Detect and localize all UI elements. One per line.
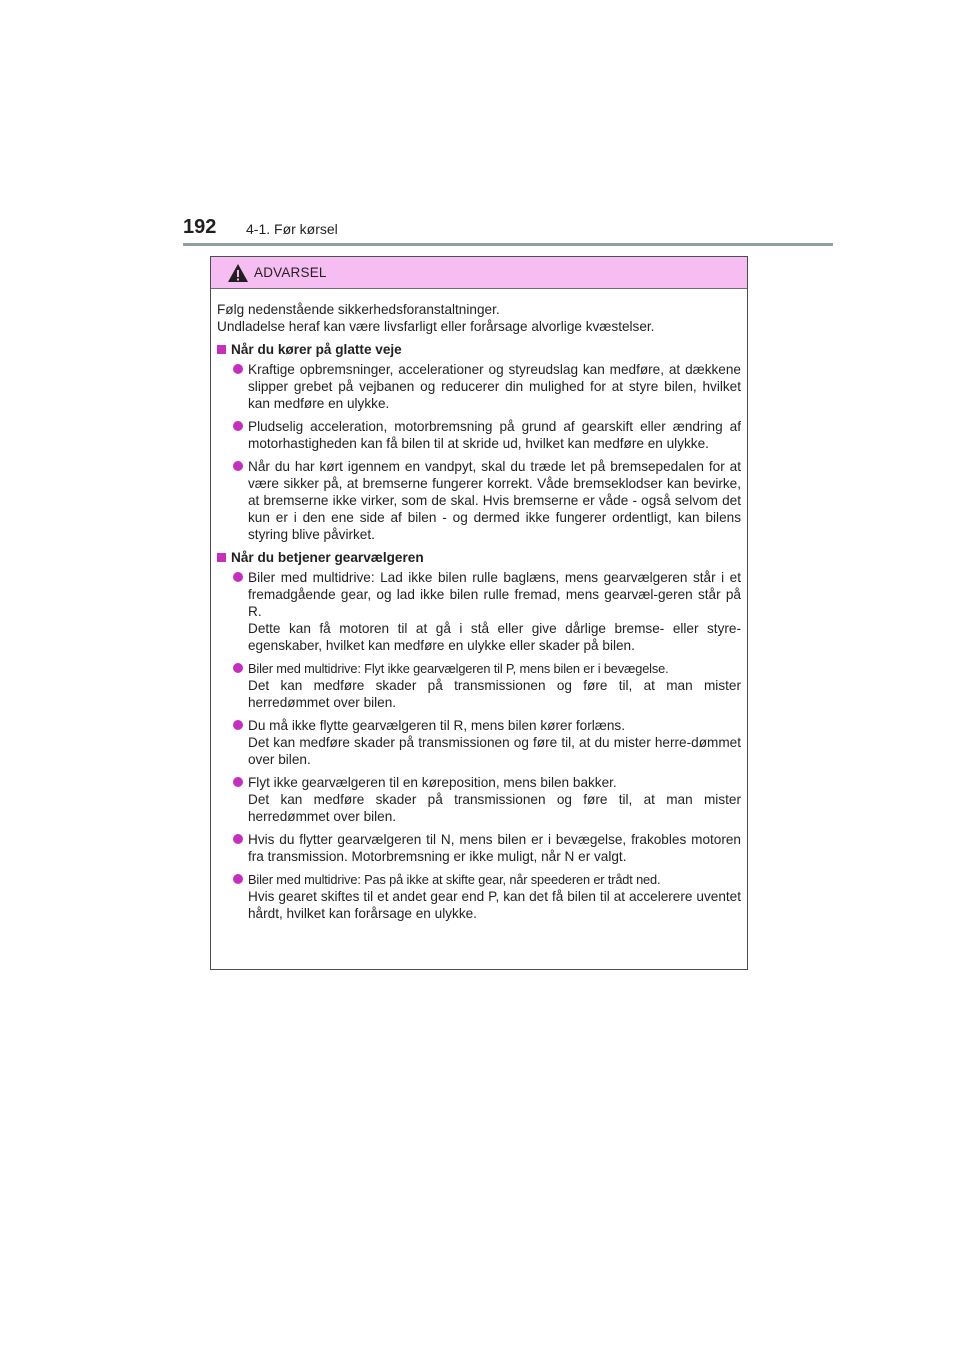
section-heading [217,341,741,358]
item-text: Pludselig acceleration, motorbremsning på grund af gearskift eller ændring af motorhastigheden kan få bilen til at skride ud, hvilket kan medføre en ulykke. [248,419,741,451]
warning-intro [217,301,741,335]
square-bullet-icon [217,345,226,354]
section-heading-text: Når du kører på glatte veje [231,342,402,357]
item-text: Flyt ikke gearvælgeren til en køreposition, mens bilen bakker. [248,775,617,790]
intro-line: Følg nedenstående sikkerhedsforanstaltninger. [217,302,500,317]
item-text: Hvis du flytter gearvælgeren til N, mens bilen er i bevægelse, frakobles motoren fra transmission. Motorbremsning er ikke muligt, når N er valgt. [248,832,741,864]
item-text: Dette kan få motoren til at gå i stå eller give dårlige bremse- eller styre-egenskaber, hvilket kan medføre en ulykke eller skader på bilen. [248,621,741,653]
round-bullet-icon [233,461,243,471]
warning-triangle-icon [227,263,249,283]
section-title: 4-1. Før kørsel [246,221,338,237]
warning-body [211,289,747,922]
section-heading-text: Når du betjener gearvælgeren [231,550,424,565]
square-bullet-icon [217,553,226,562]
item-text: Når du har kørt igennem en vandpyt, skal du træde let på bremsepedalen for at være sikker på, at bremserne fungerer korrekt. Våde bremseklodser kan bevirke, at bremserne ikke virker, som de skal. Hvis bremserne er våde - også selvom det kun er i den ene side af bilen - og dermed ikke fungerer ordentligt, kan bilens styring blive påvirket. [248,459,741,542]
list-item [217,831,741,865]
item-text: Det kan medføre skader på transmissionen og føre til, at man mister herredømmet over bilen. [248,792,741,824]
warning-section [217,549,741,922]
round-bullet-icon [233,364,243,374]
list-item [217,871,741,922]
item-text: Hvis gearet skiftes til et andet gear end P, kan det få bilen til at accelerere uventet hårdt, hvilket kan forårsage en ulykke. [248,889,741,921]
round-bullet-icon [233,421,243,431]
intro-line: Undladelse heraf kan være livsfarligt eller forårsage alvorlige kvæstelser. [217,319,655,334]
list-item [217,569,741,654]
warning-sections [217,341,741,922]
list-item [217,418,741,452]
item-text: Biler med multidrive: Pas på ikke at skifte gear, når speederen er trådt ned. [248,872,661,887]
list-item [217,660,741,711]
warning-header [211,257,747,289]
item-text: Kraftige opbremsninger, accelerationer og styreudslag kan medføre, at dækkene slipper grebet på vejbanen og reducerer din mulighed for at styre bilen, hvilket kan medføre en ulykke. [248,362,741,411]
list-item [217,717,741,768]
list-item [217,458,741,543]
warning-label: ADVARSEL [254,265,327,280]
round-bullet-icon [233,777,243,787]
warning-box [210,256,748,970]
page-header [183,216,833,246]
warning-section [217,341,741,543]
list-item [217,774,741,825]
item-text: Det kan medføre skader på transmissionen og føre til, at du mister herre-dømmet over bilen. [248,735,741,767]
item-text: Biler med multidrive: Lad ikke bilen rulle baglæns, mens gearvælgeren står i et fremadgående gear, og lad ikke bilen rulle fremad, mens gearvæl-geren står på R. [248,570,741,619]
section-heading [217,549,741,566]
page-number: 192 [183,216,217,238]
list-item [217,361,741,412]
bullet-list [217,361,741,543]
bullet-list [217,569,741,922]
round-bullet-icon [233,834,243,844]
round-bullet-icon [233,874,243,884]
header-rule [183,243,833,246]
round-bullet-icon [233,720,243,730]
item-text: Du må ikke flytte gearvælgeren til R, mens bilen kører forlæns. [248,718,625,733]
round-bullet-icon [233,663,243,673]
item-text: Det kan medføre skader på transmissionen og føre til, at man mister herredømmet over bilen. [248,678,741,710]
item-text: Biler med multidrive: Flyt ikke gearvælgeren til P, mens bilen er i bevægelse. [248,661,669,676]
round-bullet-icon [233,572,243,582]
